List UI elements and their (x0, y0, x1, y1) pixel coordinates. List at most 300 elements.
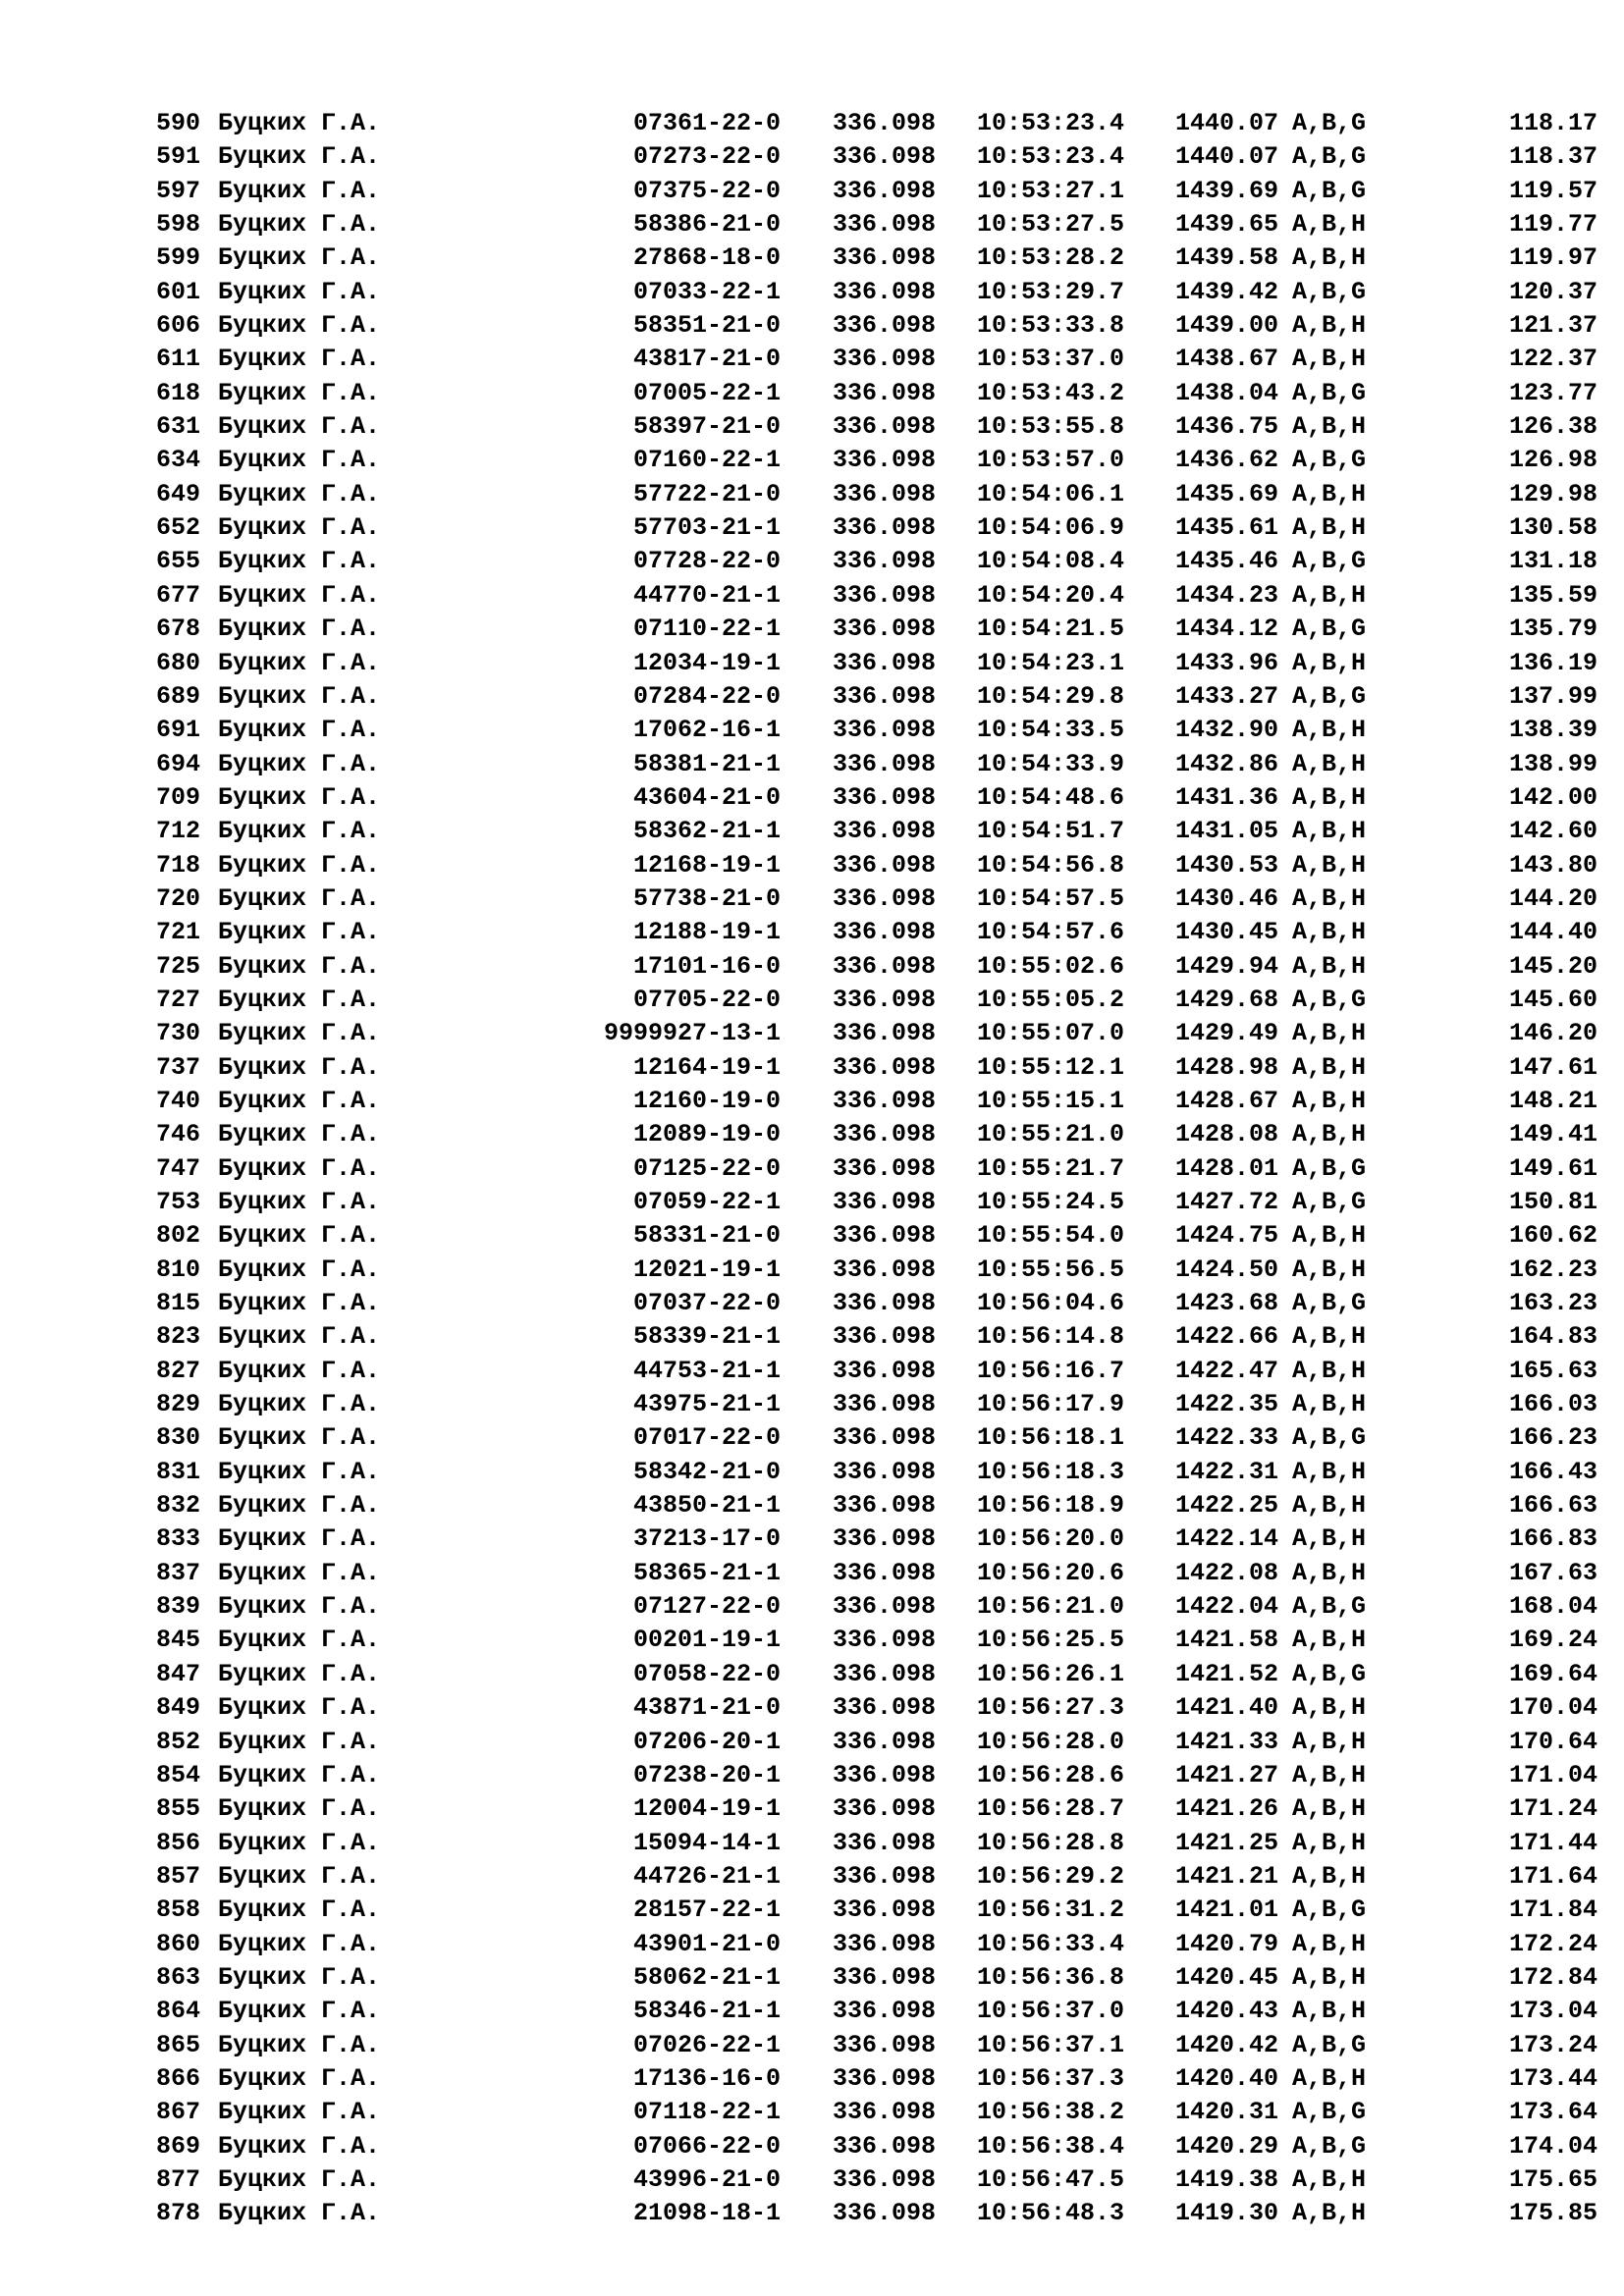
table-row (0, 1051, 1624, 1085)
result-value: 130.58 (1508, 513, 1597, 543)
object-code: 58362-21-1 (632, 817, 781, 846)
result-value: 165.63 (1508, 1356, 1597, 1385)
result-value: 145.20 (1508, 951, 1597, 981)
frequency-value: 336.098 (833, 243, 937, 273)
result-value: 126.38 (1508, 412, 1597, 442)
table-row (0, 849, 1624, 882)
frequency-value: 336.098 (833, 109, 937, 137)
table-row (0, 1928, 1624, 1961)
result-value: 168.04 (1508, 1592, 1597, 1622)
distance-value: 1420.79 (1175, 1929, 1279, 1958)
observer-name: Буцких Г.А. (218, 109, 381, 137)
time-value: 10:54:08.4 (977, 547, 1125, 576)
object-code: 44770-21-1 (632, 580, 781, 610)
table-row (0, 377, 1624, 410)
observer-name: Буцких Г.А. (218, 1896, 381, 1925)
observer-name: Буцких Г.А. (218, 614, 381, 644)
record-number: 747 (155, 1153, 200, 1183)
distance-value: 1430.45 (1175, 918, 1279, 947)
table-row (0, 343, 1624, 376)
time-value: 10:56:48.3 (977, 2199, 1125, 2228)
result-value: 166.63 (1508, 1491, 1597, 1521)
time-value: 10:56:28.7 (977, 1794, 1125, 1824)
table-row (0, 579, 1624, 613)
record-number: 590 (155, 109, 200, 137)
result-value: 126.98 (1508, 446, 1597, 475)
record-number: 858 (155, 1896, 200, 1925)
flags-value: A,B,G (1292, 176, 1367, 205)
observer-name: Буцких Г.А. (218, 1727, 381, 1756)
observer-name: Буцких Г.А. (218, 277, 381, 306)
frequency-value: 336.098 (833, 716, 937, 745)
time-value: 10:56:28.6 (977, 1760, 1125, 1789)
observer-name: Буцких Г.А. (218, 1289, 381, 1318)
record-number: 611 (155, 345, 200, 374)
record-number: 802 (155, 1221, 200, 1251)
record-number: 598 (155, 210, 200, 240)
flags-value: A,B,H (1292, 1524, 1367, 1554)
time-value: 10:54:06.1 (977, 479, 1125, 508)
distance-value: 1424.50 (1175, 1255, 1279, 1284)
result-value: 123.77 (1508, 378, 1597, 407)
flags-value: A,B,G (1292, 614, 1367, 644)
object-code: 43850-21-1 (632, 1491, 781, 1521)
time-value: 10:56:38.2 (977, 2098, 1125, 2127)
table-row (0, 647, 1624, 680)
observer-name: Буцких Г.А. (218, 1221, 381, 1251)
distance-value: 1422.14 (1175, 1524, 1279, 1554)
frequency-value: 336.098 (833, 2199, 937, 2228)
record-number: 831 (155, 1457, 200, 1486)
time-value: 10:56:29.2 (977, 1861, 1125, 1891)
object-code: 17062-16-1 (632, 716, 781, 745)
time-value: 10:54:48.6 (977, 782, 1125, 812)
table-row (0, 815, 1624, 848)
table-row (0, 2197, 1624, 2230)
flags-value: A,B,H (1292, 311, 1367, 341)
flags-value: A,B,H (1292, 1962, 1367, 1992)
frequency-value: 336.098 (833, 1794, 937, 1824)
result-value: 144.40 (1508, 918, 1597, 947)
record-number: 718 (155, 850, 200, 880)
observer-name: Буцких Г.А. (218, 951, 381, 981)
object-code: 58397-21-0 (632, 412, 781, 442)
flags-value: A,B,H (1292, 1760, 1367, 1789)
flags-value: A,B,G (1292, 109, 1367, 137)
flags-value: A,B,H (1292, 2063, 1367, 2093)
observer-name: Буцких Г.А. (218, 2199, 381, 2228)
result-value: 163.23 (1508, 1289, 1597, 1318)
table-row (0, 1827, 1624, 1860)
table-row (0, 2130, 1624, 2163)
result-value: 143.80 (1508, 850, 1597, 880)
object-code: 07728-22-0 (632, 547, 781, 576)
table-row (0, 1995, 1624, 2028)
flags-value: A,B,H (1292, 2199, 1367, 2228)
object-code: 07705-22-0 (632, 985, 781, 1014)
flags-value: A,B,H (1292, 1693, 1367, 1723)
result-value: 162.23 (1508, 1255, 1597, 1284)
distance-value: 1421.01 (1175, 1896, 1279, 1925)
table-row (0, 916, 1624, 949)
observer-name: Буцких Г.А. (218, 1086, 381, 1115)
time-value: 10:56:28.0 (977, 1727, 1125, 1756)
table-row (0, 1421, 1624, 1455)
object-code: 43901-21-0 (632, 1929, 781, 1958)
table-row (0, 241, 1624, 275)
record-number: 829 (155, 1390, 200, 1419)
table-row (0, 208, 1624, 241)
record-number: 746 (155, 1120, 200, 1149)
distance-value: 1420.42 (1175, 2030, 1279, 2059)
flags-value: A,B,H (1292, 1356, 1367, 1385)
distance-value: 1420.40 (1175, 2063, 1279, 2093)
observer-name: Буцких Г.А. (218, 210, 381, 240)
time-value: 10:55:02.6 (977, 951, 1125, 981)
result-value: 171.04 (1508, 1760, 1597, 1789)
object-code: 00201-19-1 (632, 1626, 781, 1655)
table-row (0, 2096, 1624, 2129)
time-value: 10:55:56.5 (977, 1255, 1125, 1284)
frequency-value: 336.098 (833, 2131, 937, 2161)
record-number: 855 (155, 1794, 200, 1824)
table-row (0, 1489, 1624, 1522)
frequency-value: 336.098 (833, 142, 937, 172)
distance-value: 1439.65 (1175, 210, 1279, 240)
time-value: 10:54:29.8 (977, 681, 1125, 711)
time-value: 10:54:20.4 (977, 580, 1125, 610)
object-code: 15094-14-1 (632, 1828, 781, 1857)
observer-name: Буцких Г.А. (218, 1423, 381, 1453)
distance-value: 1428.01 (1175, 1153, 1279, 1183)
time-value: 10:56:36.8 (977, 1962, 1125, 1992)
result-value: 142.00 (1508, 782, 1597, 812)
time-value: 10:53:23.4 (977, 142, 1125, 172)
frequency-value: 336.098 (833, 817, 937, 846)
distance-value: 1419.30 (1175, 2199, 1279, 2228)
observer-name: Буцких Г.А. (218, 580, 381, 610)
frequency-value: 336.098 (833, 1962, 937, 1992)
flags-value: A,B,H (1292, 1221, 1367, 1251)
record-number: 597 (155, 176, 200, 205)
record-number: 737 (155, 1052, 200, 1082)
object-code: 07125-22-0 (632, 1153, 781, 1183)
object-code: 07127-22-0 (632, 1592, 781, 1622)
distance-value: 1420.31 (1175, 2098, 1279, 2127)
record-number: 691 (155, 716, 200, 745)
flags-value: A,B,G (1292, 2030, 1367, 2059)
object-code: 07284-22-0 (632, 681, 781, 711)
record-number: 878 (155, 2199, 200, 2228)
distance-value: 1429.49 (1175, 1019, 1279, 1048)
distance-value: 1433.27 (1175, 681, 1279, 711)
result-value: 171.44 (1508, 1828, 1597, 1857)
frequency-value: 336.098 (833, 1322, 937, 1352)
record-number: 845 (155, 1626, 200, 1655)
table-row (0, 680, 1624, 714)
distance-value: 1436.75 (1175, 412, 1279, 442)
time-value: 10:56:20.6 (977, 1558, 1125, 1587)
flags-value: A,B,H (1292, 1086, 1367, 1115)
record-number: 837 (155, 1558, 200, 1587)
frequency-value: 336.098 (833, 1997, 937, 2026)
flags-value: A,B,H (1292, 1019, 1367, 1048)
frequency-value: 336.098 (833, 883, 937, 913)
observer-name: Буцких Г.А. (218, 817, 381, 846)
time-value: 10:56:37.0 (977, 1997, 1125, 2026)
flags-value: A,B,H (1292, 1727, 1367, 1756)
observer-name: Буцких Г.А. (218, 1052, 381, 1082)
frequency-value: 336.098 (833, 176, 937, 205)
distance-value: 1430.46 (1175, 883, 1279, 913)
distance-value: 1439.69 (1175, 176, 1279, 205)
flags-value: A,B,H (1292, 648, 1367, 677)
distance-value: 1421.25 (1175, 1828, 1279, 1857)
object-code: 17136-16-0 (632, 2063, 781, 2093)
observer-name: Буцких Г.А. (218, 479, 381, 508)
record-number: 865 (155, 2030, 200, 2059)
distance-value: 1421.33 (1175, 1727, 1279, 1756)
result-value: 166.43 (1508, 1457, 1597, 1486)
frequency-value: 336.098 (833, 648, 937, 677)
result-value: 145.60 (1508, 985, 1597, 1014)
table-row (0, 1118, 1624, 1151)
record-number: 815 (155, 1289, 200, 1318)
record-number: 652 (155, 513, 200, 543)
distance-value: 1432.90 (1175, 716, 1279, 745)
observer-name: Буцких Г.А. (218, 513, 381, 543)
result-value: 173.64 (1508, 2098, 1597, 2127)
table-row (0, 1219, 1624, 1253)
distance-value: 1421.21 (1175, 1861, 1279, 1891)
object-code: 43975-21-1 (632, 1390, 781, 1419)
table-row (0, 714, 1624, 747)
flags-value: A,B,H (1292, 1929, 1367, 1958)
flags-value: A,B,H (1292, 479, 1367, 508)
distance-value: 1423.68 (1175, 1289, 1279, 1318)
flags-value: A,B,G (1292, 547, 1367, 576)
object-code: 58365-21-1 (632, 1558, 781, 1587)
frequency-value: 336.098 (833, 1727, 937, 1756)
flags-value: A,B,H (1292, 1491, 1367, 1521)
distance-value: 1424.75 (1175, 1221, 1279, 1251)
time-value: 10:53:43.2 (977, 378, 1125, 407)
flags-value: A,B,H (1292, 1457, 1367, 1486)
record-number: 721 (155, 918, 200, 947)
time-value: 10:56:18.9 (977, 1491, 1125, 1521)
distance-value: 1439.58 (1175, 243, 1279, 273)
frequency-value: 336.098 (833, 1491, 937, 1521)
flags-value: A,B,G (1292, 142, 1367, 172)
flags-value: A,B,G (1292, 985, 1367, 1014)
frequency-value: 336.098 (833, 1659, 937, 1688)
result-value: 164.83 (1508, 1322, 1597, 1352)
result-value: 131.18 (1508, 547, 1597, 576)
frequency-value: 336.098 (833, 1929, 937, 1958)
time-value: 10:56:04.6 (977, 1289, 1125, 1318)
object-code: 07273-22-0 (632, 142, 781, 172)
observer-name: Буцких Г.А. (218, 311, 381, 341)
result-value: 135.79 (1508, 614, 1597, 644)
time-value: 10:56:25.5 (977, 1626, 1125, 1655)
distance-value: 1428.08 (1175, 1120, 1279, 1149)
distance-value: 1434.23 (1175, 580, 1279, 610)
observer-name: Буцких Г.А. (218, 1524, 381, 1554)
table-row (0, 1085, 1624, 1118)
object-code: 9999927-13-1 (603, 1019, 781, 1048)
object-code: 07026-22-1 (632, 2030, 781, 2059)
observer-name: Буцких Г.А. (218, 1659, 381, 1688)
record-number: 678 (155, 614, 200, 644)
frequency-value: 336.098 (833, 1828, 937, 1857)
flags-value: A,B,G (1292, 1896, 1367, 1925)
time-value: 10:56:16.7 (977, 1356, 1125, 1385)
object-code: 07059-22-1 (632, 1188, 781, 1216)
object-code: 58331-21-0 (632, 1221, 781, 1251)
observer-name: Буцких Г.А. (218, 782, 381, 812)
result-value: 173.04 (1508, 1997, 1597, 2026)
table-row (0, 1792, 1624, 1826)
time-value: 10:55:24.5 (977, 1188, 1125, 1216)
flags-value: A,B,G (1292, 681, 1367, 711)
observer-name: Буцких Г.А. (218, 1457, 381, 1486)
record-number: 839 (155, 1592, 200, 1622)
table-row (0, 1017, 1624, 1050)
flags-value: A,B,H (1292, 513, 1367, 543)
observer-name: Буцких Г.А. (218, 1592, 381, 1622)
flags-value: A,B,H (1292, 1558, 1367, 1587)
time-value: 10:56:37.3 (977, 2063, 1125, 2093)
distance-value: 1422.47 (1175, 1356, 1279, 1385)
frequency-value: 336.098 (833, 1457, 937, 1486)
frequency-value: 336.098 (833, 2063, 937, 2093)
time-value: 10:53:37.0 (977, 345, 1125, 374)
distance-value: 1422.35 (1175, 1390, 1279, 1419)
table-row (0, 1894, 1624, 1927)
result-value: 150.81 (1508, 1188, 1597, 1216)
record-number: 847 (155, 1659, 200, 1688)
table-row (0, 309, 1624, 343)
distance-value: 1432.86 (1175, 749, 1279, 778)
object-code: 21098-18-1 (632, 2199, 781, 2228)
flags-value: A,B,H (1292, 782, 1367, 812)
result-value: 148.21 (1508, 1086, 1597, 1115)
distance-value: 1434.12 (1175, 614, 1279, 644)
object-code: 43996-21-0 (632, 2164, 781, 2194)
observer-name: Буцких Г.А. (218, 2063, 381, 2093)
table-row (0, 107, 1624, 140)
table-row (0, 1860, 1624, 1894)
record-number: 591 (155, 142, 200, 172)
result-value: 118.17 (1508, 109, 1597, 137)
frequency-value: 336.098 (833, 1052, 937, 1082)
table-row (0, 444, 1624, 477)
frequency-value: 336.098 (833, 1289, 937, 1318)
observer-name: Буцких Г.А. (218, 1626, 381, 1655)
flags-value: A,B,H (1292, 1255, 1367, 1284)
time-value: 10:56:26.1 (977, 1659, 1125, 1688)
distance-value: 1422.08 (1175, 1558, 1279, 1587)
result-value: 171.64 (1508, 1861, 1597, 1891)
result-value: 138.99 (1508, 749, 1597, 778)
table-row (0, 1355, 1624, 1388)
result-value: 129.98 (1508, 479, 1597, 508)
observer-name: Буцких Г.А. (218, 1390, 381, 1419)
flags-value: A,B,H (1292, 951, 1367, 981)
time-value: 10:56:17.9 (977, 1390, 1125, 1419)
observer-name: Буцких Г.А. (218, 1861, 381, 1891)
table-row (0, 276, 1624, 309)
record-number: 867 (155, 2098, 200, 2127)
record-number: 599 (155, 243, 200, 273)
record-number: 753 (155, 1188, 200, 1216)
observer-name: Буцких Г.А. (218, 1356, 381, 1385)
record-number: 606 (155, 311, 200, 341)
distance-value: 1421.40 (1175, 1693, 1279, 1723)
observer-name: Буцких Г.А. (218, 1997, 381, 2026)
table-row (0, 175, 1624, 208)
flags-value: A,B,H (1292, 918, 1367, 947)
frequency-value: 336.098 (833, 311, 937, 341)
observer-name: Буцких Г.А. (218, 1188, 381, 1216)
distance-value: 1420.29 (1175, 2131, 1279, 2161)
flags-value: A,B,H (1292, 749, 1367, 778)
table-row (0, 1691, 1624, 1725)
observer-name: Буцких Г.А. (218, 2131, 381, 2161)
result-value: 175.65 (1508, 2164, 1597, 2194)
result-value: 118.37 (1508, 142, 1597, 172)
time-value: 10:55:05.2 (977, 985, 1125, 1014)
time-value: 10:56:18.3 (977, 1457, 1125, 1486)
frequency-value: 336.098 (833, 2030, 937, 2059)
flags-value: A,B,H (1292, 1322, 1367, 1352)
table-row (0, 1726, 1624, 1759)
observer-name: Буцких Г.А. (218, 446, 381, 475)
distance-value: 1439.42 (1175, 277, 1279, 306)
object-code: 07160-22-1 (632, 446, 781, 475)
time-value: 10:55:15.1 (977, 1086, 1125, 1115)
time-value: 10:53:23.4 (977, 109, 1125, 137)
table-row (0, 1320, 1624, 1354)
record-number: 730 (155, 1019, 200, 1048)
record-number: 709 (155, 782, 200, 812)
result-value: 170.64 (1508, 1727, 1597, 1756)
table-row (0, 478, 1624, 511)
frequency-value: 336.098 (833, 2164, 937, 2194)
object-code: 12188-19-1 (632, 918, 781, 947)
time-value: 10:55:07.0 (977, 1019, 1125, 1048)
record-number: 689 (155, 681, 200, 711)
frequency-value: 336.098 (833, 782, 937, 812)
table-row (0, 410, 1624, 444)
distance-value: 1433.96 (1175, 648, 1279, 677)
flags-value: A,B,G (1292, 1153, 1367, 1183)
observer-name: Буцких Г.А. (218, 1828, 381, 1857)
distance-value: 1440.07 (1175, 109, 1279, 137)
object-code: 58062-21-1 (632, 1962, 781, 1992)
distance-value: 1438.67 (1175, 345, 1279, 374)
time-value: 10:53:57.0 (977, 446, 1125, 475)
time-value: 10:56:14.8 (977, 1322, 1125, 1352)
result-value: 121.37 (1508, 311, 1597, 341)
time-value: 10:55:21.7 (977, 1153, 1125, 1183)
distance-value: 1419.38 (1175, 2164, 1279, 2194)
flags-value: A,B,H (1292, 850, 1367, 880)
record-number: 680 (155, 648, 200, 677)
flags-value: A,B,H (1292, 817, 1367, 846)
observer-name: Буцких Г.А. (218, 1019, 381, 1048)
record-number: 720 (155, 883, 200, 913)
